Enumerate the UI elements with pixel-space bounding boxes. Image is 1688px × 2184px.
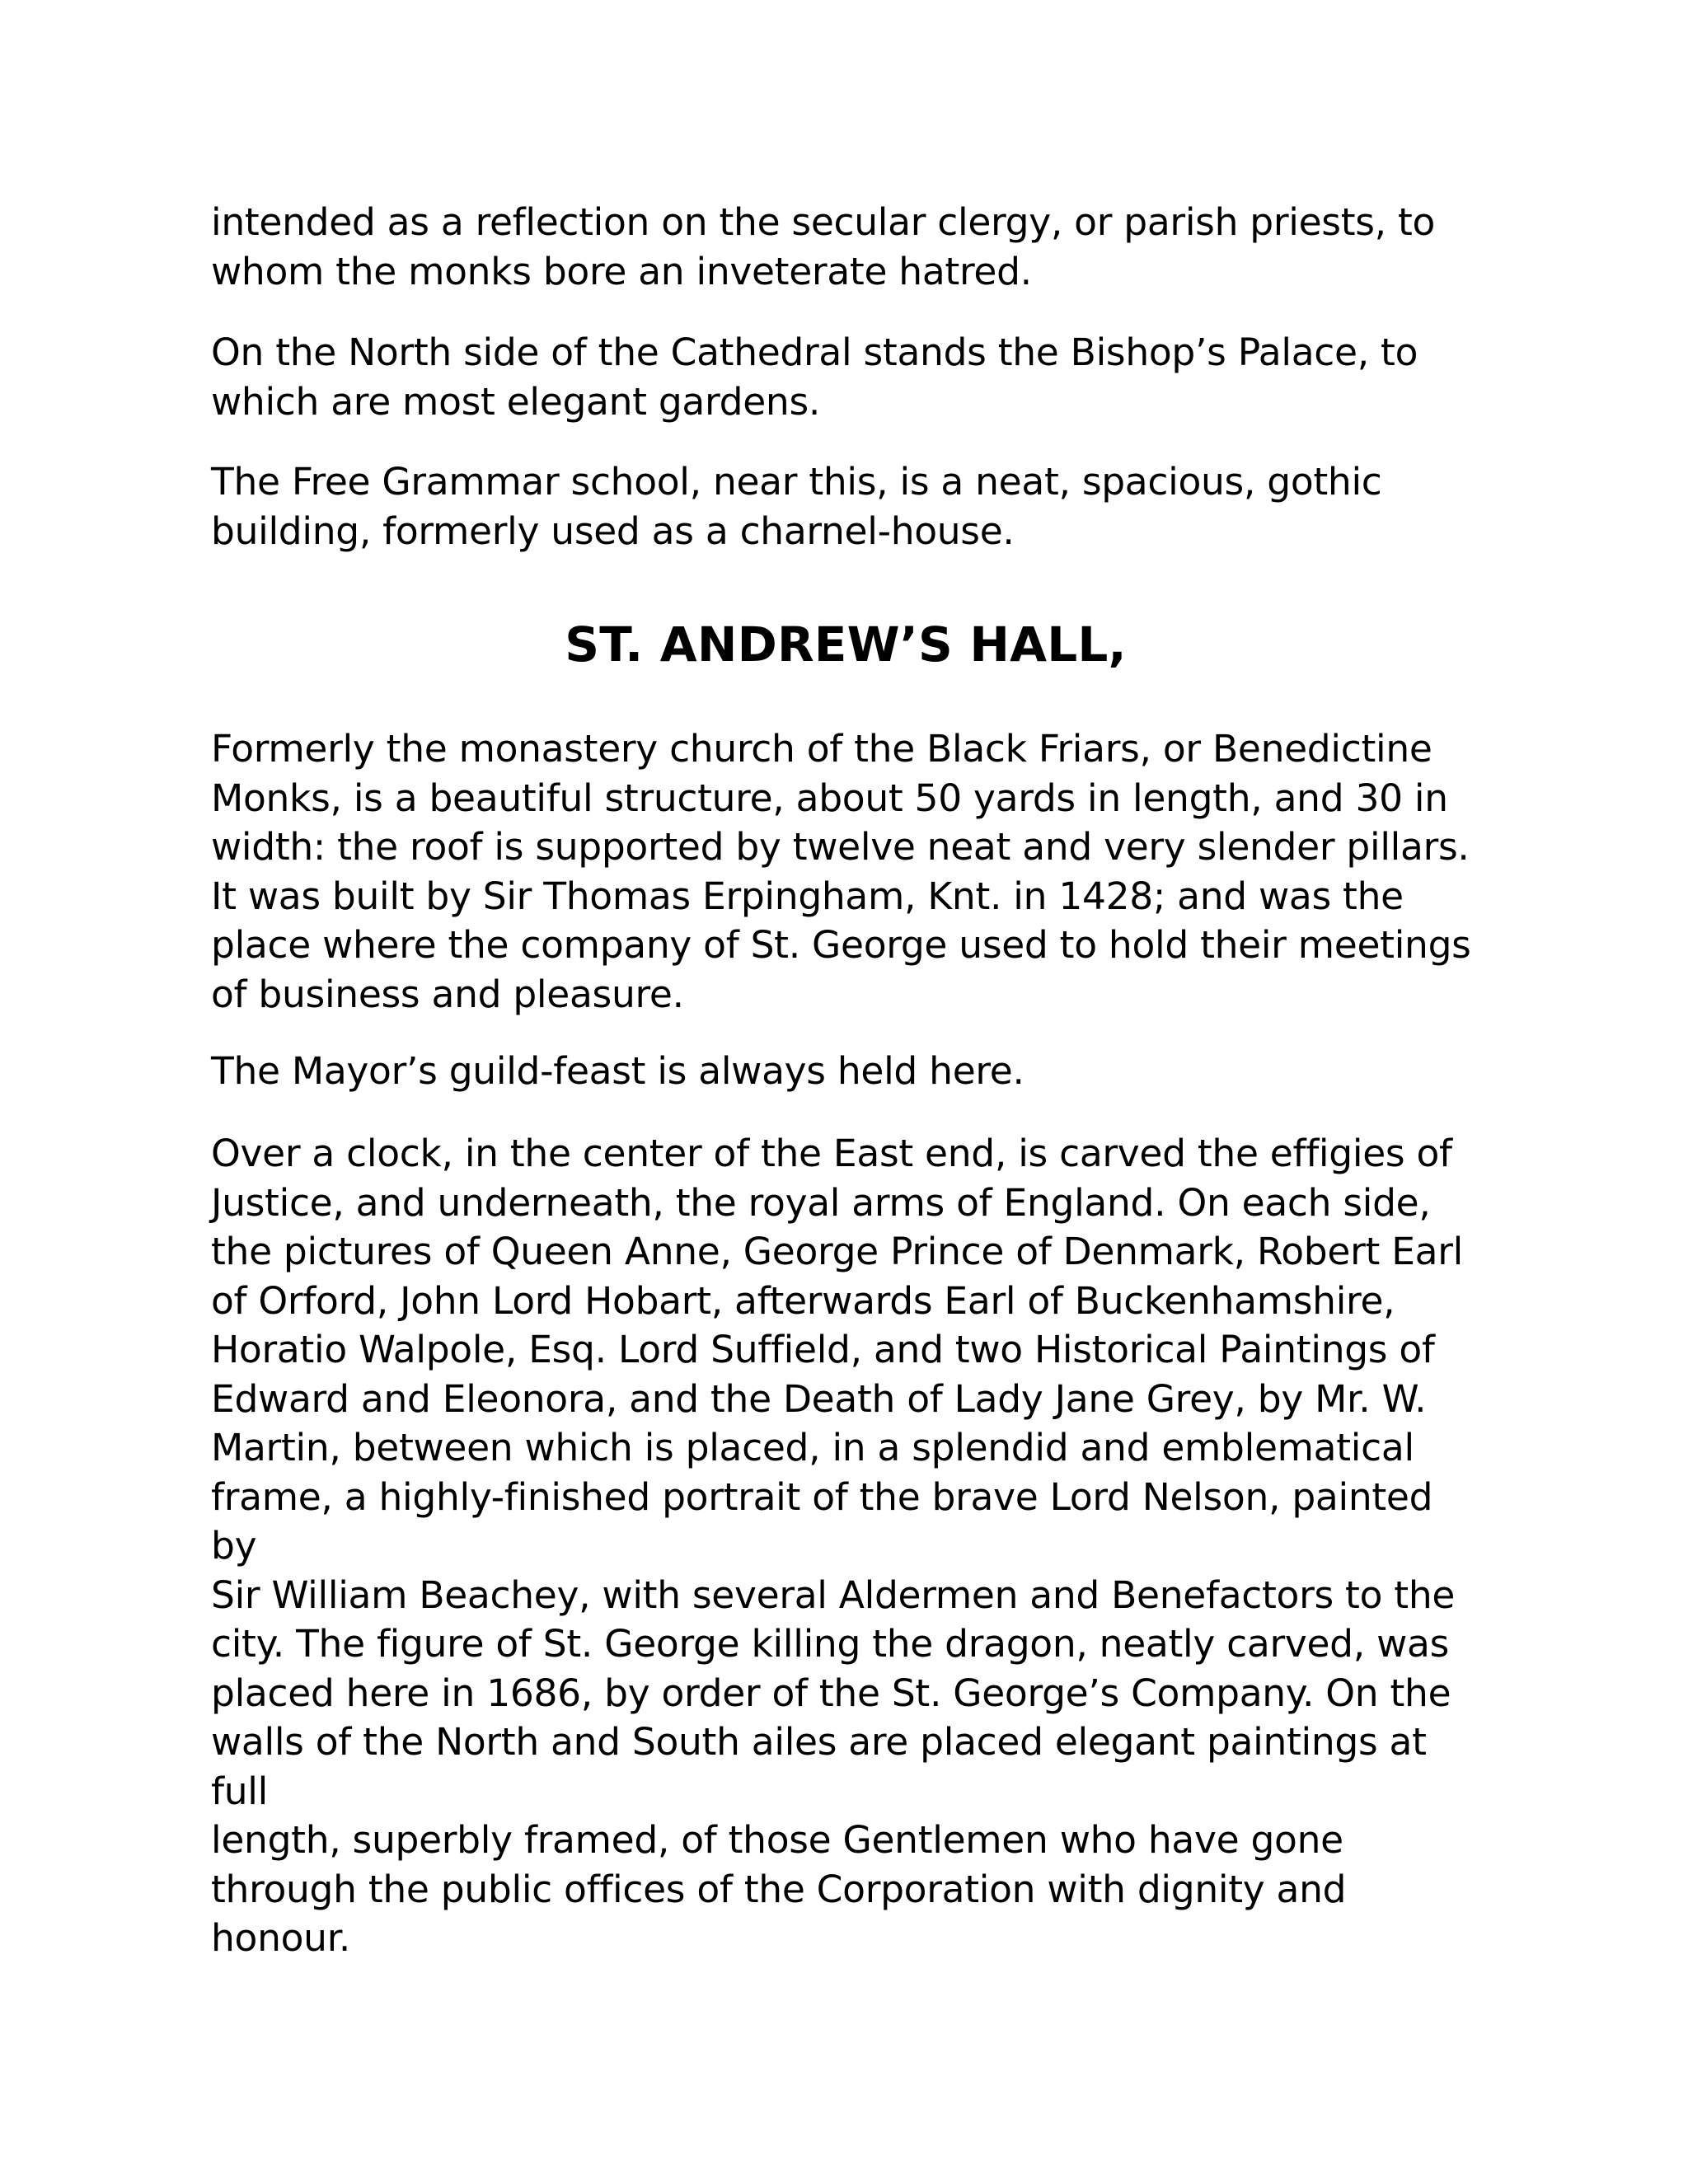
section-heading: ST. ANDREW’S HALL, xyxy=(565,616,1127,673)
paragraph-bishops-palace: On the North side of the Cathedral stands the Bishop’s Palace, to which are most elegant gardens. xyxy=(211,330,1418,424)
paragraph-grammar-school: The Free Grammar school, near this, is a neat, spacious, gothic building, formerly used as a charnel-house. xyxy=(211,460,1382,553)
paragraph-east-end-clock: Over a clock, in the center of the East end, is carved the effigies of Justice, and underneath, the royal arms of England. On each side, the pictures of Queen Anne, George Prince of Denmark, Robert Earl of Orford, John Lord Hobart, afterwards Earl of Buckenhamshire, Horatio Walpole, Esq. Lord Suffield, and two Historical Paintings of Edward and Eleonora, and the Death of Lady Jane Grey, by Mr. W. Martin, between which is placed, in a splendid and emblematical frame, a highly-finished portrait of the brave Lord Nelson, painted by Sir William Beachey, with several Aldermen and Benefactors to the city. The figure of St. George killing the dragon, neatly carved, was placed here in 1686, by order of the St. George’s Company. On the walls of the North and South ailes are placed elegant paintings at full length, superbly framed, of those Gentlemen who have gone through the public offices of the Corporation with dignity and honour. xyxy=(211,1132,1463,1960)
paragraph-monastery-church: Formerly the monastery church of the Black Friars, or Benedictine Monks, is a beautiful structure, about 50 yards in length, and 30 in width: the roof is supported by twelve neat and very slender pillars. It was built by Sir Thomas Erpingham, Knt. in 1428; and was the place where the company of St. George used to hold their meetings of business and pleasure. xyxy=(211,727,1471,1016)
paragraph-secular-clergy: intended as a reflection on the secular clergy, or parish priests, to whom the monks bore an inveterate hatred. xyxy=(211,200,1436,293)
paragraph-guild-feast: The Mayor’s guild-feast is always held here. xyxy=(211,1049,1025,1093)
